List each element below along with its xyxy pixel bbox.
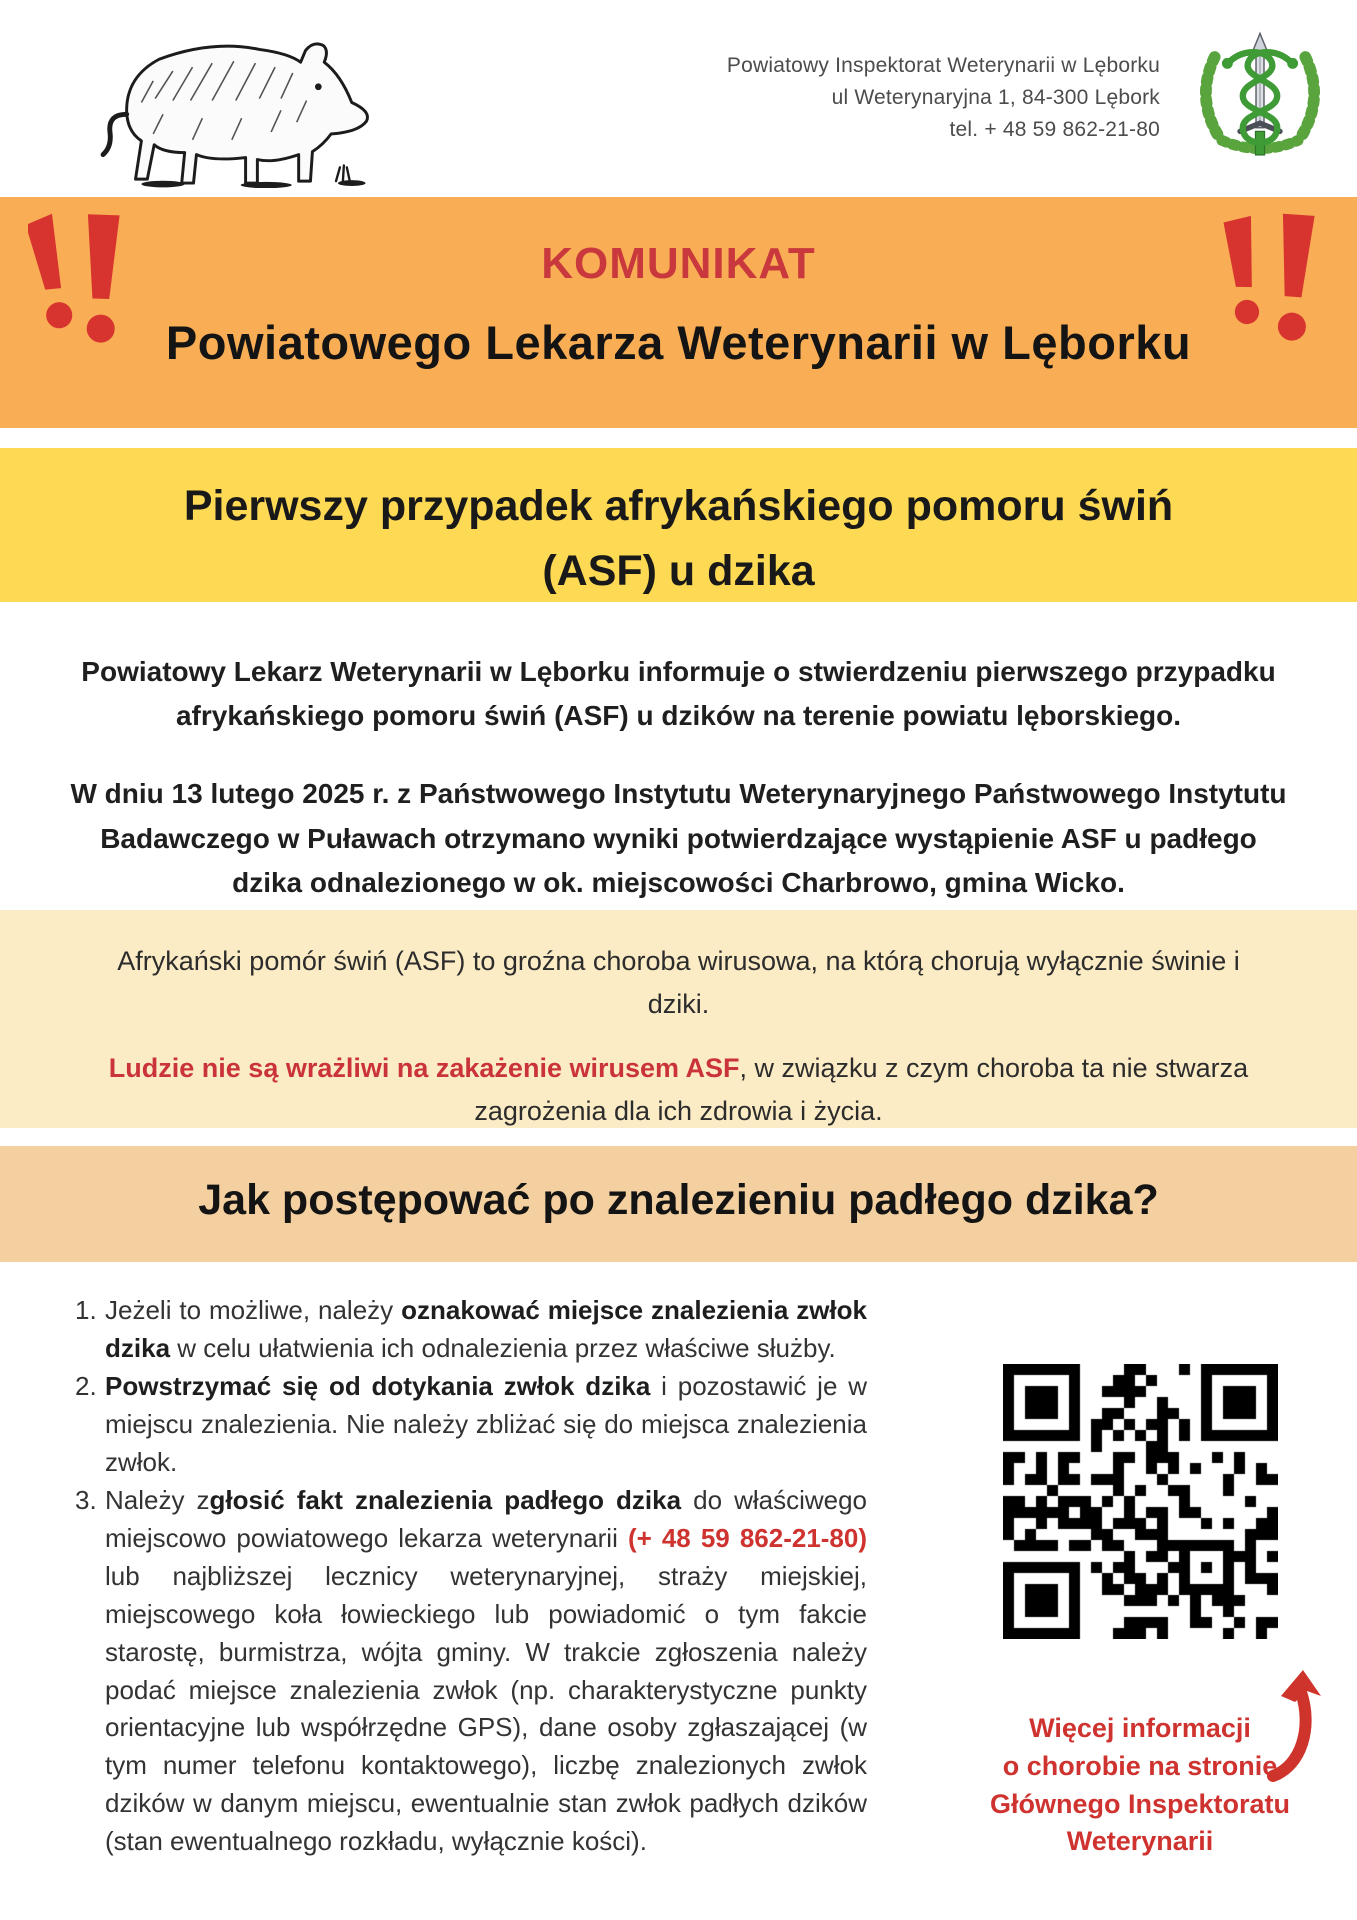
instructions-list	[75, 1292, 867, 1861]
double-exclamation-icon	[1221, 213, 1333, 353]
organization-name: Powiatowy Inspektorat Weterynarii w Lęborku	[726, 54, 1160, 77]
section-heading: Jak postępować po znalezieniu padłego dzika?	[198, 1176, 1159, 1224]
intro-paragraph-1: Powiatowy Lekarz Weterynarii w Lęborku informuje o stwierdzeniu pierwszego przypadku afrykańskiego pomoru świń (ASF) u dzików na terenie powiatu lęborskiego.	[81, 656, 1276, 732]
intro-paragraph-2: W dniu 13 lutego 2025 r. z Państwowego Instytutu Weterynaryjnego Państwowego Instytutu Badawczego w Puławach otrzymano wyniki potwierdzające wystąpienie ASF u padłego dzika odnalezionego w ok. miejscowości Charbrowo, gmina Wicko.	[70, 778, 1287, 898]
instructions-column	[75, 1292, 867, 1861]
qr-caption-line4: Weterynarii	[1066, 1826, 1214, 1857]
subject-title-line1: Pierwszy przypadek afrykańskiego pomoru świń	[183, 482, 1174, 530]
info-box	[0, 910, 1357, 1128]
curved-up-arrow-icon	[1265, 1670, 1327, 1782]
banner-kicker: KOMUNIKAT	[541, 239, 816, 288]
subject-band	[0, 448, 1357, 602]
qr-code	[1003, 1364, 1278, 1639]
wild-boar-icon	[62, 16, 382, 188]
section-heading-band	[0, 1146, 1357, 1262]
announcement-banner	[0, 197, 1357, 428]
subject-title	[0, 448, 1357, 603]
organization-phone: tel. + 48 59 862-21-80	[949, 118, 1160, 141]
instruction-item: 3. Należy zgłosić fakt znalezienia padłego dzika do właściwego miejscowo powiatowego lekarza weterynarii (+ 48 59 862-21-80) lub najbliższej lecznicy weterynaryjnej, straży miejskiej, miejscowego koła łowieckiego lub powiadomić o tym fakcie starostę, burmistrza, wójta gminy. W trakcie zgłoszenia należy podać miejsce znalezienia zwłok (np. charakterystyczne punkty orientacyjne lub współrzędne GPS), dane osoby zgłaszającej (w tym numer telefonu kontaktowego), liczbę znalezionych zwłok dzików w danym miejscu, ewentualnie stan zwłok padłych dzików (stan ewentualnego rozkładu, wyłącznie kości).	[75, 1484, 868, 1857]
qr-caption-line2: o chorobie na stronie	[1002, 1750, 1278, 1781]
double-exclamation-icon	[28, 213, 140, 353]
banner-title: Powiatowego Lekarza Weterynarii w Lęborku	[165, 316, 1192, 369]
info-paragraph-2	[84, 1047, 1274, 1132]
subject-title-line2: (ASF) u dzika	[542, 546, 815, 595]
header	[0, 0, 1357, 197]
content-columns	[0, 1262, 1357, 1861]
info-highlight: Ludzie nie są wrażliwi na zakażenie wirusem ASF	[108, 1053, 740, 1084]
qr-caption	[970, 1710, 1310, 1861]
divider-gap	[0, 428, 1357, 448]
instruction-item: 2. Powstrzymać się od dotykania zwłok dzika i pozostawić je w miejscu znalezienia. Nie należy zbliżać się do miejsca znalezienia zwłok.	[75, 1370, 867, 1477]
organization-address	[727, 50, 1160, 146]
info-paragraph-1: Afrykański pomór świń (ASF) to groźna choroba wirusowa, na którą chorują wyłącznie świnie i dziki.	[117, 946, 1240, 1019]
info-paragraph-2-rest: , w związku z czym choroba ta nie stwarza zagrożenia dla ich zdrowia i życia.	[474, 1053, 1249, 1126]
intro-section	[0, 602, 1357, 910]
organization-street: ul Weterynaryjna 1, 84-300 Lębork	[831, 86, 1160, 109]
qr-column	[925, 1292, 1355, 1861]
qr-caption-line3: Głównego Inspektoratu	[989, 1788, 1291, 1819]
instruction-item: 1. Jeżeli to możliwe, należy oznakować miejsce znalezienia zwłok dzika w celu ułatwienia ich odnalezienia przez właściwe służby.	[75, 1295, 867, 1363]
veterinary-caduceus-logo-icon	[1179, 28, 1341, 164]
qr-caption-line1: Więcej informacji	[1029, 1713, 1251, 1743]
